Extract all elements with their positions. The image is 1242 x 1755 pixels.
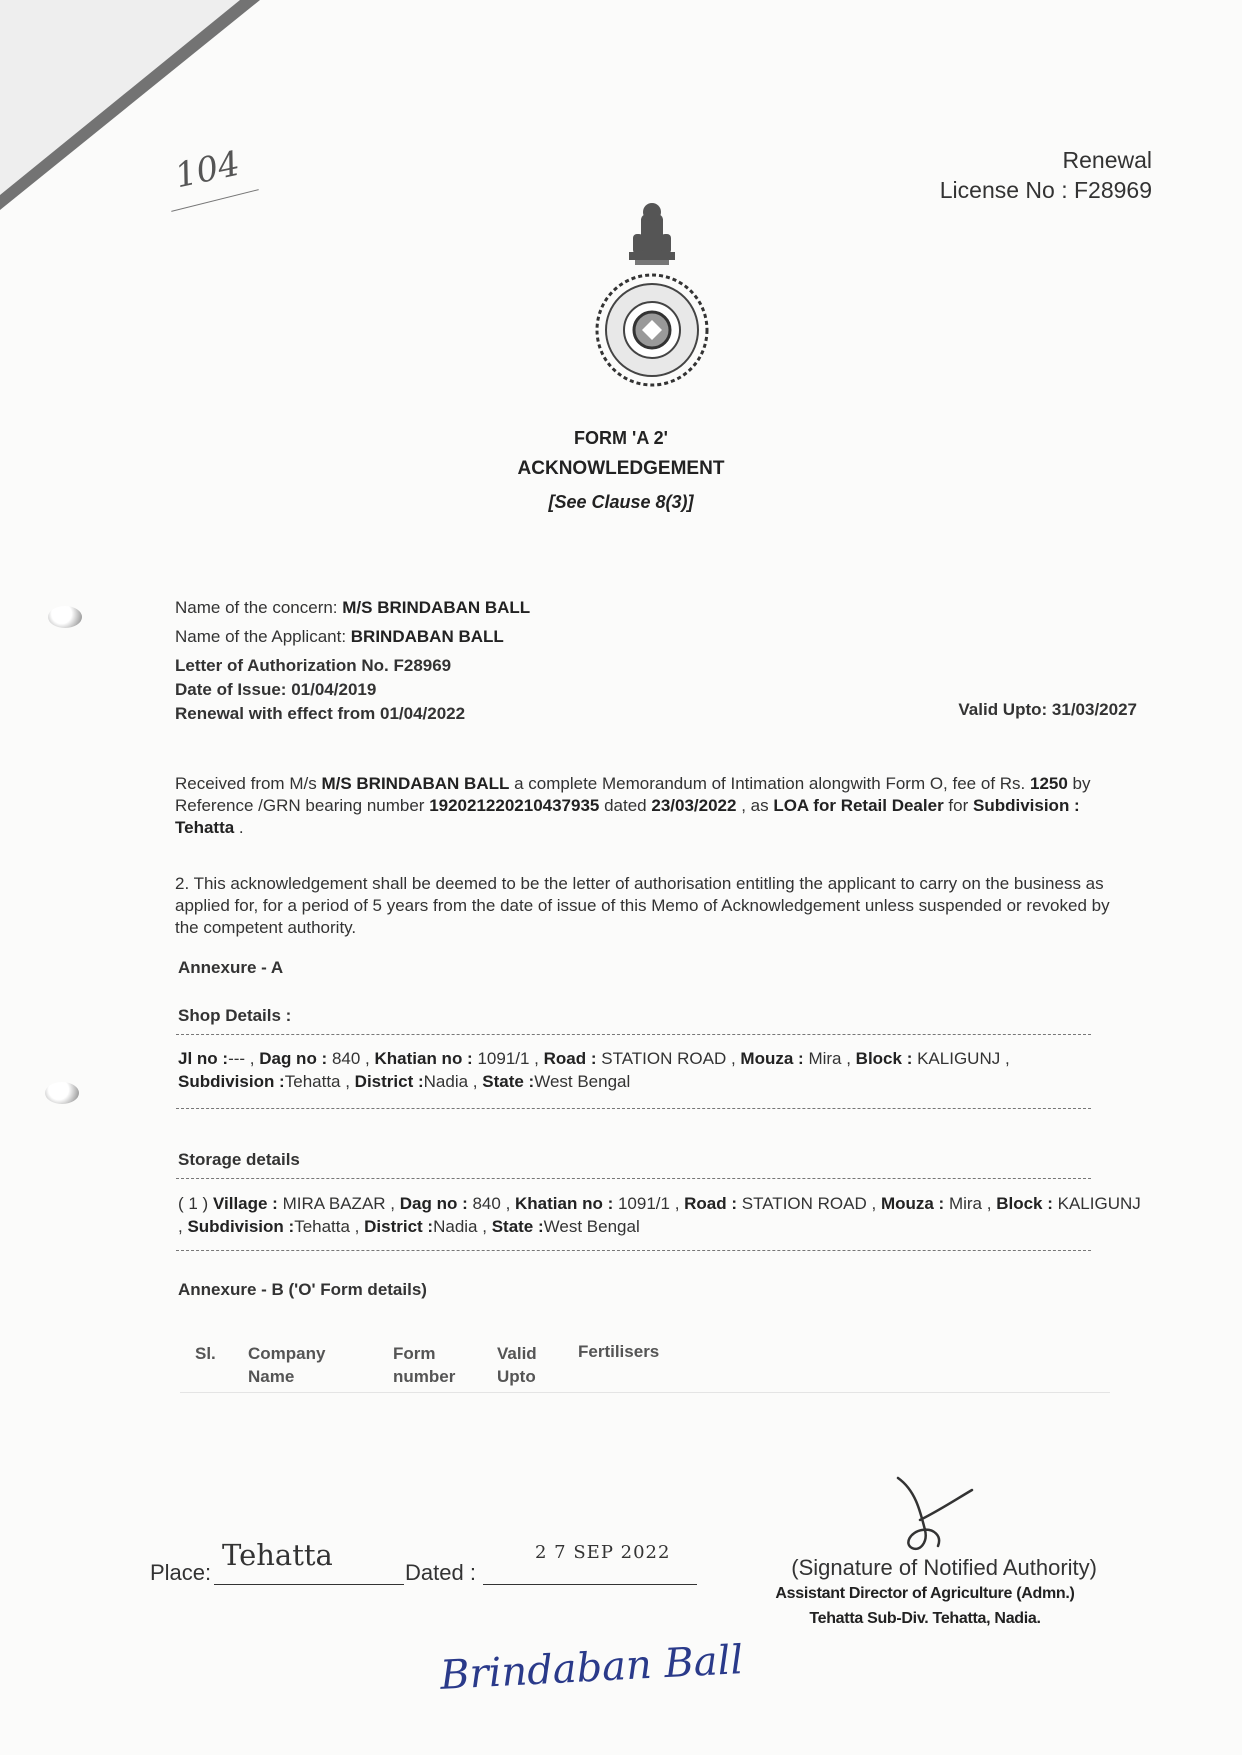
concern-field [175,598,530,618]
para1-date: 23/03/2022 [651,796,737,815]
signature-title: (Signature of Notified Authority) [791,1555,1097,1580]
storage-block-label: Block : [996,1194,1053,1213]
applicant-field [175,627,504,647]
storage-dag: 840 [472,1194,501,1213]
storage-khatian-label: Khatian no : [515,1194,614,1213]
storage-khatian: 1091/1 [617,1194,670,1213]
col-header-fertilisers: Fertilisers [578,1342,660,1361]
margin-note: 104 [171,143,244,197]
para1-subdivision: Subdivision : Tehatta [175,796,1080,837]
divider [176,1178,1091,1179]
shop-jl: --- [228,1049,246,1068]
annexure-a-heading: Annexure - A [178,958,284,977]
para1-text: a complete Memorandum of Intimation alongwith Form O, fee of Rs. [509,774,1030,793]
approval-initials [890,1470,980,1565]
ashoka-lion-icon [629,203,675,265]
annexure-b-heading: Annexure - B ('O' Form details) [178,1280,427,1299]
loa-label: Letter of Authorization No. [175,656,389,675]
shop-state: West Bengal [534,1072,631,1091]
para1-grn: 192021220210437935 [429,796,600,815]
shop-district: Nadia [423,1072,469,1091]
storage-index: ( 1 ) [178,1194,209,1213]
storage-state: West Bengal [543,1217,640,1236]
shop-mouza-label: Mouza : [740,1049,804,1068]
applicant-value: BRINDABAN BALL [350,627,504,646]
place-value: Tehatta [222,1538,333,1572]
punch-hole [45,1082,79,1104]
shop-details-heading: Shop Details : [178,1006,292,1025]
renewal-label: Renewal with effect from [175,704,376,723]
para1-text: by Reference /GRN bearing number [175,774,1091,815]
para1-text: dated [599,796,652,815]
shop-khatian: 1091/1 [477,1049,530,1068]
storage-state-label: State : [491,1217,544,1236]
form-title: ACKNOWLEDGEMENT [517,458,725,479]
place-underline [214,1584,404,1585]
shop-district-label: District : [354,1072,424,1091]
storage-block: KALIGUNJ [1057,1194,1141,1213]
divider [176,1108,1091,1109]
shop-block-label: Block : [855,1049,913,1068]
storage-village: MIRA BAZAR [282,1194,386,1213]
col-header-sl: Sl. [195,1344,216,1363]
applicant-label: Name of the Applicant: [175,627,347,646]
punch-hole [48,606,82,628]
renewal-value: 01/04/2022 [380,704,466,723]
form-clause: [See Clause 8(3)] [548,492,694,512]
license-number: License No : F28969 [939,177,1152,203]
applicant-signature: Brindaban Ball [439,1637,745,1699]
shop-subdivision-label: Subdivision : [178,1072,285,1091]
seal-icon [597,275,707,385]
storage-subdivision-label: Subdivision : [187,1217,295,1236]
concern-value: M/S BRINDABAN BALL [342,598,531,617]
designation-stamp: Assistant Director of Agriculture (Admn.) [775,1585,1075,1602]
loa-value: F28969 [393,656,452,675]
para1-firm: M/S BRINDABAN BALL [321,774,510,793]
table-rule [180,1392,1110,1393]
shop-dag: 840 [331,1049,361,1068]
shop-road: STATION ROAD [601,1049,727,1068]
issue-label: Date of Issue: [175,680,287,699]
shop-khatian-label: Khatian no : [374,1049,473,1068]
shop-dag-label: Dag no : [259,1049,328,1068]
storage-details-heading: Storage details [178,1150,300,1169]
storage-mouza-label: Mouza : [880,1194,945,1213]
shop-subdivision: Tehatta [284,1072,341,1091]
storage-details: ( 1 ) Village : MIRA BAZAR , Dag no : 840 , Khatian no : 1091/1 , Road : STATION ROAD , Mouza : Mira , Block : KALIGUNJ , Subdivision :Tehatta , District :Nadia , State :West Bengal [178,1194,1141,1236]
shop-block: KALIGUNJ [917,1049,1001,1068]
valid-upto-field [958,700,1137,720]
storage-district-label: District : [364,1217,434,1236]
storage-subdivision: Tehatta [294,1217,350,1236]
renewal-label: Renewal [1062,147,1152,173]
storage-road: STATION ROAD [741,1194,867,1213]
storage-dag-label: Dag no : [399,1194,468,1213]
dated-underline [483,1584,697,1585]
storage-district: Nadia [433,1217,478,1236]
divider [176,1250,1091,1251]
para1-loa: LOA for Retail Dealer [773,796,944,815]
valid-value: 31/03/2027 [1051,700,1137,719]
col-header-company: Company Name [248,1344,326,1386]
storage-road-label: Road : [684,1194,738,1213]
validity-paragraph: 2. This acknowledgement shall be deemed to be the letter of authorisation entitling the applicant to carry on the business as applied for, for a period of 5 years from the date of issue of this Memo of Acknowledgement unless suspended or revoked by the competent authority. [175,874,1110,937]
issue-value: 01/04/2019 [291,680,377,699]
shop-jl-label: Jl no : [178,1049,229,1068]
shop-road-label: Road : [543,1049,597,1068]
shop-state-label: State : [482,1072,535,1091]
dated-stamp: 2 7 SEP 2022 [535,1542,671,1563]
para1-text: . [234,818,244,837]
license-header [940,145,1152,205]
renewal-date-field [175,704,465,724]
para1-text: , as [736,796,774,815]
divider [176,1034,1091,1035]
loa-field [175,656,451,676]
concern-label: Name of the concern: [175,598,338,617]
para1-text: for [943,796,973,815]
storage-mouza: Mira [948,1194,983,1213]
office-stamp: Tehatta Sub-Div. Tehatta, Nadia. [809,1610,1041,1627]
para1-text: Received from M/s [175,774,322,793]
storage-village-label: Village : [212,1194,278,1213]
state-emblem [585,200,720,395]
col-header-valid-upto: Valid Upto [497,1344,537,1386]
issue-date-field [175,680,376,700]
dated-label: Dated : [405,1560,476,1585]
place-label: Place: [150,1560,212,1585]
form-number: FORM 'A 2' [574,428,668,448]
shop-details: Jl no :--- , Dag no : 840 , Khatian no : 1091/1 , Road : STATION ROAD , Mouza : Mira , Block : KALIGUNJ , Subdivision :Tehatta , District :Nadia , State :West Bengal [178,1049,1010,1091]
para1-fee: 1250 [1029,774,1068,793]
valid-label: Valid Upto: [958,700,1048,719]
receipt-paragraph [175,773,1135,839]
shop-mouza: Mira [808,1049,842,1068]
col-header-form-number: Form number [393,1344,456,1386]
